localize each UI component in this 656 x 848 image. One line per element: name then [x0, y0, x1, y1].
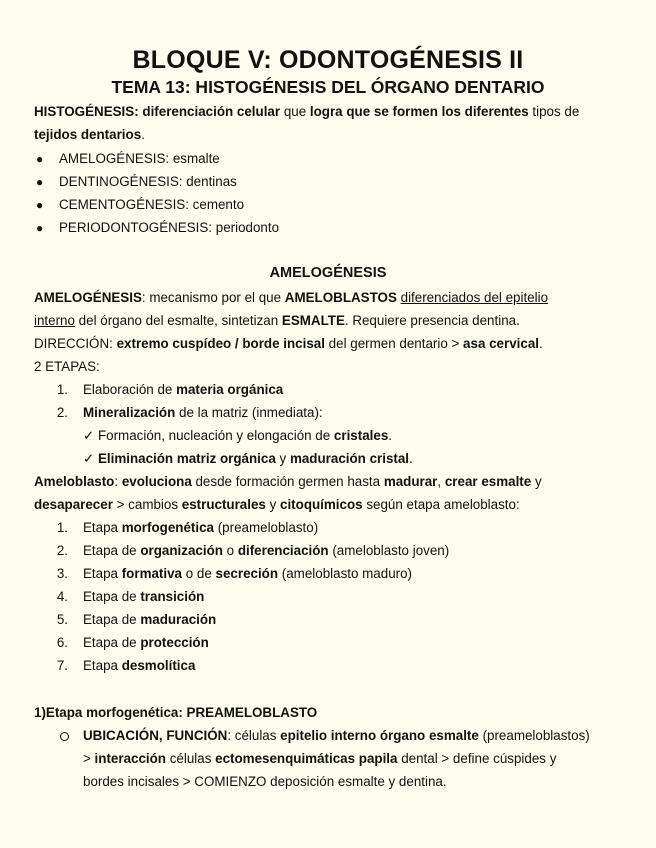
amelo-stages-count: 2 ETAPAS: — [34, 359, 100, 374]
amelo-direction-line: DIRECCIÓN: extremo cuspídeo / borde incisal del germen dentario > asa cervical. — [34, 336, 543, 351]
list-item: Etapa de organización o diferenciación (ameloblasto joven) — [83, 543, 450, 558]
list-item: PERIODONTOGÉNESIS: periodonto — [59, 220, 280, 235]
check-icon: ✓ — [83, 451, 95, 466]
section-heading-amelogenesis: AMELOGÉNESIS — [269, 265, 387, 281]
amelo-definition-line-2: interno del órgano del esmalte, sintetizan ESMALTE. Requiere presencia dentina. — [34, 313, 520, 328]
ameloblasto-line-2: desaparecer > cambios estructurales y citoquímicos según etapa ameloblasto: — [34, 497, 520, 512]
list-number: 2. — [56, 405, 68, 420]
list-number: 4. — [56, 589, 68, 604]
page-subtitle: TEMA 13: HISTOGÉNESIS DEL ÓRGANO DENTARIO — [111, 77, 545, 97]
histo-definition-line-2: tejidos dentarios. — [34, 127, 145, 142]
bullet-icon: ● — [36, 152, 44, 166]
check-item: ✓ Eliminación matriz orgánica y maduración cristal. — [83, 451, 413, 466]
histo-definition-line-1: HISTOGÉNESIS: diferenciación celular que logra que se formen los diferentes tipos de — [34, 104, 580, 119]
list-number: 5. — [56, 612, 68, 627]
preameloblasto-line-2: > interacción células ectomesenquimáticas papila dental > define cúspides y — [83, 751, 557, 766]
list-number: 7. — [56, 658, 68, 673]
page-title: BLOQUE V: ODONTOGÉNESIS II — [132, 46, 524, 74]
bullet-icon: ● — [36, 221, 44, 235]
list-item: Etapa de transición — [83, 589, 205, 604]
list-number: 3. — [56, 566, 68, 581]
list-number: 1. — [56, 382, 68, 397]
list-item: Mineralización de la matriz (inmediata): — [83, 405, 323, 420]
list-number: 2. — [56, 543, 68, 558]
list-number: 6. — [56, 635, 68, 650]
list-number: 1. — [56, 520, 68, 535]
list-item: Etapa desmolítica — [83, 658, 196, 673]
ameloblasto-line-1: Ameloblasto: evoluciona desde formación germen hasta madurar, crear esmalte y — [34, 474, 542, 489]
section-heading-preameloblasto: 1)Etapa morfogenética: PREAMELOBLASTO — [34, 705, 318, 720]
list-item: Etapa de protección — [83, 635, 209, 650]
circle-bullet-icon — [60, 732, 69, 741]
preameloblasto-line-1: UBICACIÓN, FUNCIÓN: células epitelio interno órgano esmalte (preameloblastos) — [83, 728, 590, 743]
list-item: DENTINOGÉNESIS: dentinas — [59, 174, 237, 189]
list-item: AMELOGÉNESIS: esmalte — [59, 151, 220, 166]
bullet-icon: ● — [36, 198, 44, 212]
list-item: Etapa morfogenética (preameloblasto) — [83, 520, 319, 535]
preameloblasto-line-3: bordes incisales > COMIENZO deposición esmalte y dentina. — [83, 774, 447, 789]
check-item: ✓ Formación, nucleación y elongación de cristales. — [83, 428, 393, 443]
list-item: Etapa formativa o de secreción (ameloblasto maduro) — [83, 566, 413, 581]
bullet-icon: ● — [36, 175, 44, 189]
list-item: Elaboración de materia orgánica — [83, 382, 284, 397]
list-item: CEMENTOGÉNESIS: cemento — [59, 197, 245, 212]
list-item: Etapa de maduración — [83, 612, 217, 627]
check-icon: ✓ — [83, 428, 95, 443]
amelo-definition-line-1: AMELOGÉNESIS: mecanismo por el que AMELOBLASTOS diferenciados del epitelio — [34, 290, 549, 305]
